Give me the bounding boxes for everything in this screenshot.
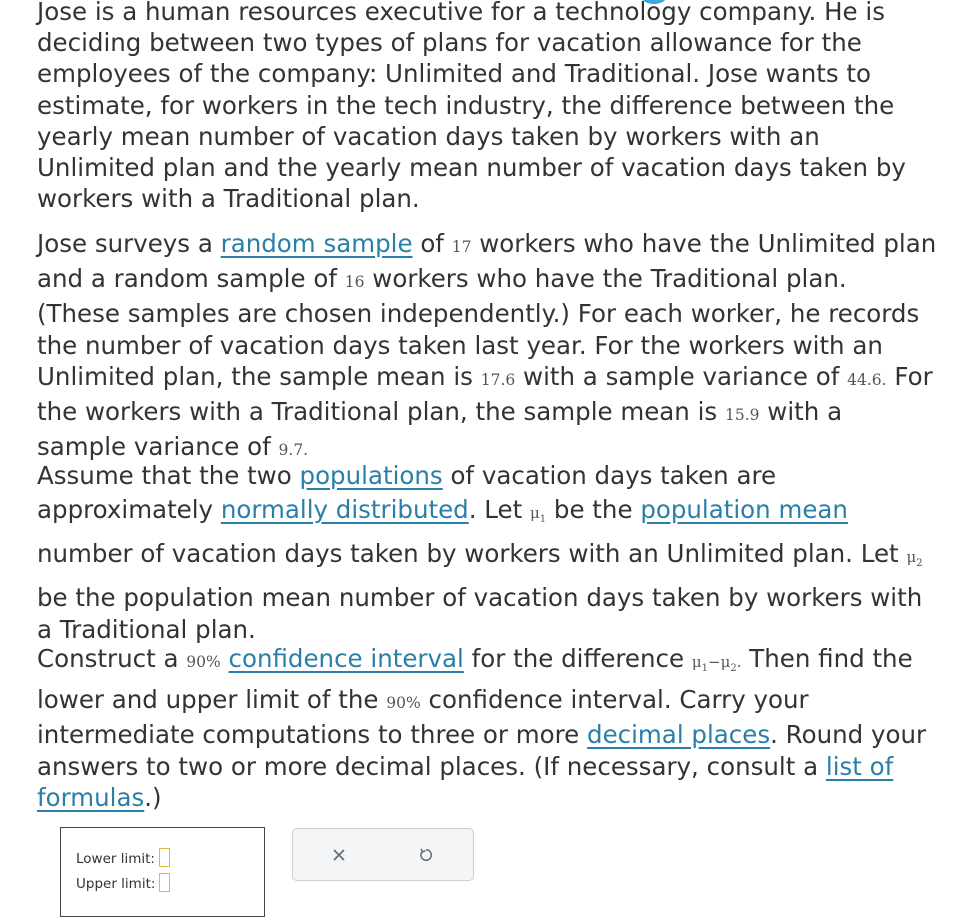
close-icon <box>332 848 346 862</box>
upper-limit-row <box>76 873 170 892</box>
sample-variance-1: 44.6. <box>847 370 887 389</box>
link-populations[interactable]: populations <box>299 461 443 490</box>
clear-button[interactable] <box>323 839 355 871</box>
upper-limit-label: Upper limit: <box>76 876 156 892</box>
sample-mean-2: 15.9 <box>725 406 760 425</box>
sample-mean-1: 17.6 <box>480 370 516 389</box>
problem-intro <box>37 0 937 214</box>
link-confidence-interval[interactable]: confidence interval <box>228 644 464 673</box>
problem-task: Construct a 90% confidence interval for the difference $\mu_1-\mu_2$. Then find the lower and upper limit of the 90% confidence interval. Carry your intermediate computations to three or more decimal places. Round your answers to two or more decimal places. (If necessary, consult a list of formulas.) <box>37 644 927 812</box>
sample-variance-2: 9.7. <box>278 441 309 460</box>
link-random-sample[interactable]: random sample <box>220 229 413 258</box>
undo-icon <box>418 847 434 863</box>
confidence-level-2: 90% <box>386 694 421 713</box>
sample-size-2: 16 <box>344 273 365 292</box>
link-normally-distributed[interactable]: normally distributed <box>220 495 469 525</box>
upper-limit-input[interactable] <box>159 873 170 892</box>
mu-difference: $\mu_1-\mu_2$. <box>691 653 742 674</box>
mu-2-symbol: $\mu_2$ <box>906 548 923 570</box>
answer-panel <box>60 827 265 917</box>
lower-limit-row <box>76 848 170 867</box>
problem-assumptions: Assume that the two populations of vacation days taken are approximately normally distributed. Let $\mu_1$ be the population mean number of vacation days taken by workers with an Unlimited plan. Let $\mu_2$ be the population mean number of vacation days taken by workers with a Traditional plan. <box>37 461 923 644</box>
mu-1-symbol: $\mu_1$ <box>529 504 547 526</box>
undo-button[interactable] <box>410 839 442 871</box>
intro-text: Jose is a human resources executive for a technology company. He is deciding between two types of plans for vacation allowance for the employees of the company: Unlimited and Traditional. Jose wants to estimate, for workers in the tech industry, the difference between the yearly mean number of vacation days taken by workers with an Unlimited plan and the yearly mean number of vacation days taken by workers with a Traditional plan. <box>37 0 906 214</box>
lower-limit-label: Lower limit: <box>76 851 155 867</box>
link-list-of-formulas[interactable]: list of formulas <box>37 751 894 812</box>
link-population-mean[interactable]: population mean <box>640 495 848 525</box>
answer-tools <box>292 828 474 881</box>
sample-size-1: 17 <box>451 238 472 256</box>
link-decimal-places[interactable]: decimal places <box>587 720 771 750</box>
confidence-level: 90% <box>186 653 221 671</box>
problem-sample-info: Jose surveys a random sample of 17 workers who have the Unlimited plan and a random sample of 16 workers who have the Traditional plan. (These samples are chosen independently.) For each worker, he records the number of vacation days taken last year. For the workers with an Unlimited plan, the sample mean is 17.6 with a sample variance of 44.6. For the workers with a Traditional plan, the sample mean is 15.9 with a sample variance of 9.7. <box>37 229 937 462</box>
lower-limit-input[interactable] <box>159 848 170 867</box>
